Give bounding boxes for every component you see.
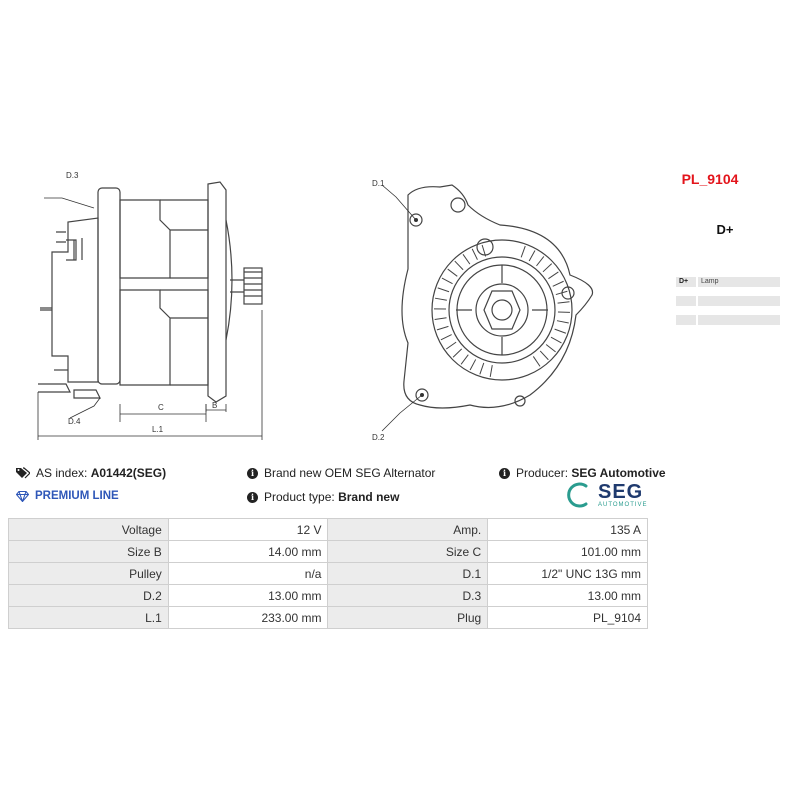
- vent-slot: [555, 329, 566, 333]
- label-d4: D.4: [68, 417, 81, 426]
- seg-logo-icon: [566, 482, 592, 508]
- vent-slot: [435, 318, 447, 320]
- alternator-side-view-drawing: [30, 160, 280, 445]
- vent-slot: [551, 337, 561, 343]
- vent-slot: [453, 349, 462, 357]
- pin-row: [676, 296, 780, 306]
- spec-value: 13.00 mm: [488, 585, 648, 607]
- pin-function: [698, 315, 780, 325]
- table-row: [9, 519, 648, 541]
- vent-slot: [558, 302, 570, 303]
- pin-label: [676, 296, 696, 306]
- plug-code: PL_9104: [681, 171, 739, 187]
- premium-line-text: PREMIUM LINE: [35, 490, 119, 502]
- label-l1: L.1: [152, 425, 164, 434]
- description-text: Brand new OEM SEG Alternator: [264, 466, 436, 480]
- vent-slot: [463, 254, 470, 264]
- vent-slot: [533, 356, 540, 366]
- spec-label: Plug: [328, 607, 488, 629]
- label-d3: D.3: [66, 171, 79, 180]
- table-row: [9, 563, 648, 585]
- spec-label: D.3: [328, 585, 488, 607]
- tags-icon: [16, 467, 30, 479]
- product-type: [247, 490, 399, 504]
- vent-slot: [490, 365, 492, 377]
- seg-logo-name: SEG: [598, 481, 644, 503]
- vent-slot: [472, 249, 477, 260]
- alternator-front-view-drawing: [360, 165, 610, 445]
- vent-slot: [480, 363, 484, 374]
- table-row: [9, 607, 648, 629]
- label-b: B: [212, 401, 218, 410]
- premium-line: [16, 490, 119, 502]
- spec-label: Size C: [328, 541, 488, 563]
- info-icon: i: [499, 468, 510, 479]
- spec-table: [8, 518, 648, 629]
- label-c: C: [158, 403, 164, 412]
- spec-value: 1/2" UNC 13G mm: [488, 563, 648, 585]
- pin-function: [698, 296, 780, 306]
- pin-row: [676, 315, 780, 325]
- vent-slot: [548, 272, 558, 279]
- vent-slot: [553, 281, 564, 286]
- spec-value: 135 A: [488, 519, 648, 541]
- as-index-value: A01442(SEG): [90, 466, 167, 480]
- spec-label: D.1: [328, 563, 488, 585]
- spec-value: 13.00 mm: [168, 585, 328, 607]
- info-icon: i: [247, 492, 258, 503]
- pin-row: [676, 277, 780, 287]
- producer-value: SEG Automotive: [571, 466, 666, 480]
- vent-slot: [540, 351, 548, 360]
- spec-label: Pulley: [9, 563, 169, 585]
- producer-label: Producer:: [516, 466, 569, 480]
- pin-function: Lamp: [698, 277, 780, 287]
- plug-type: D+: [716, 222, 734, 237]
- vent-slot: [521, 246, 525, 257]
- table-row: [9, 541, 648, 563]
- spec-label: D.2: [9, 585, 169, 607]
- spec-value: 14.00 mm: [168, 541, 328, 563]
- seg-logo-tagline: AUTOMOTIVE: [598, 502, 648, 508]
- diamond-icon: [16, 491, 29, 502]
- vent-slot: [557, 321, 569, 323]
- seg-logo: [566, 482, 648, 508]
- spec-label: Amp.: [328, 519, 488, 541]
- vent-slot: [455, 261, 463, 270]
- vent-slot: [461, 355, 468, 365]
- vent-slot: [536, 256, 543, 265]
- producer: [499, 466, 666, 480]
- spec-value: 12 V: [168, 519, 328, 541]
- spec-value: 233.00 mm: [168, 607, 328, 629]
- info-icon: i: [247, 468, 258, 479]
- vent-slot: [448, 269, 458, 276]
- vent-slot: [437, 326, 448, 330]
- vent-slot: [546, 344, 555, 351]
- vent-slot: [446, 342, 456, 349]
- product-type-value: Brand new: [338, 490, 400, 504]
- as-index: [16, 466, 166, 480]
- spec-label: Voltage: [9, 519, 169, 541]
- vent-slot: [470, 359, 476, 370]
- spec-label: L.1: [9, 607, 169, 629]
- spec-value: PL_9104: [488, 607, 648, 629]
- spec-value: 101.00 mm: [488, 541, 648, 563]
- pin-label: [676, 315, 696, 325]
- as-index-label: AS index:: [36, 466, 88, 480]
- d3-leader: [44, 198, 94, 208]
- description: [247, 466, 435, 480]
- vent-slot: [441, 335, 452, 340]
- table-row: [9, 585, 648, 607]
- label-d1: D.1: [372, 179, 385, 188]
- vent-slot: [442, 278, 453, 284]
- vent-slot: [529, 251, 535, 261]
- vent-slot: [435, 298, 447, 300]
- spec-value: n/a: [168, 563, 328, 585]
- spec-label: Size B: [9, 541, 169, 563]
- vent-slot: [438, 288, 449, 292]
- label-d2: D.2: [372, 433, 385, 442]
- vent-slot: [543, 264, 552, 272]
- d4-leader: [70, 398, 100, 418]
- pin-label: D+: [676, 277, 696, 287]
- product-type-label: Product type:: [264, 490, 335, 504]
